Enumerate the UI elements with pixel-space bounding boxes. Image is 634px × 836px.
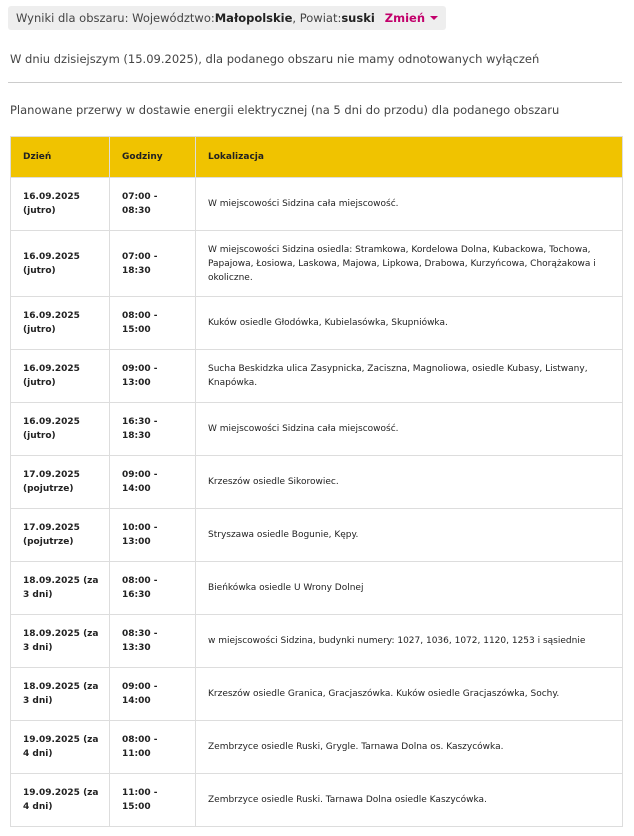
table-row [11,615,623,668]
cell-hours: 10:00 - 13:00 [110,509,196,562]
cell-hours: 08:00 - 16:30 [110,562,196,615]
area-county: suski [341,11,375,25]
day-date: 18.09.2025 (za [23,576,99,586]
cell-location: Krzeszów osiedle Sikorowiec. [196,456,623,509]
planned-message: Planowane przerwy w dostawie energii elektrycznej (na 5 dni do przodu) dla podanego obszaru [10,103,560,117]
change-area-label: Zmień [384,11,426,25]
day-relative: 3 dni) [23,590,53,600]
cell-hours: 09:00 - 14:00 [110,456,196,509]
day-date: 16.09.2025 [23,364,80,374]
cell-day [11,178,110,231]
table-row [11,774,623,827]
table-header-row [11,137,623,178]
divider [8,82,622,83]
day-date: 19.09.2025 (za [23,735,99,745]
area-prefix: Wyniki dla obszaru: Województwo: [16,11,215,25]
table-row [11,178,623,231]
area-summary [8,6,446,30]
day-relative: (pojutrze) [23,537,74,547]
day-relative: (jutro) [23,206,56,216]
cell-day [11,721,110,774]
table-row [11,403,623,456]
cell-location: W miejscowości Sidzina cała miejscowość. [196,403,623,456]
cell-location: Sucha Beskidzka ulica Zasypnicka, Zaciszna, Magnoliowa, osiedle Kubasy, Listwany, Knapówka. [196,350,623,403]
cell-day [11,403,110,456]
table-row [11,562,623,615]
day-date: 18.09.2025 (za [23,682,99,692]
table-row [11,456,623,509]
day-relative: 4 dni) [23,802,53,812]
cell-day [11,774,110,827]
today-message: W dniu dzisiejszym (15.09.2025), dla podanego obszaru nie mamy odnotowanych wyłączeń [10,52,540,66]
day-date: 17.09.2025 [23,523,80,533]
cell-hours: 08:00 - 15:00 [110,297,196,350]
cell-day [11,509,110,562]
cell-location: Krzeszów osiedle Granica, Gracjaszówka. Kuków osiedle Gracjaszówka, Sochy. [196,668,623,721]
header-location: Lokalizacja [196,137,623,178]
table-row [11,350,623,403]
table-row [11,721,623,774]
cell-day [11,668,110,721]
cell-hours: 08:00 - 11:00 [110,721,196,774]
day-relative: (jutro) [23,431,56,441]
cell-location: Stryszawa osiedle Bogunie, Kępy. [196,509,623,562]
cell-day [11,615,110,668]
day-date: 19.09.2025 (za [23,788,99,798]
cell-day [11,231,110,297]
area-separator: , Powiat: [292,11,342,25]
caret-down-icon [430,16,438,20]
table-row [11,509,623,562]
day-date: 18.09.2025 (za [23,629,99,639]
day-date: 17.09.2025 [23,470,80,480]
cell-location: W miejscowości Sidzina cała miejscowość. [196,178,623,231]
day-relative: (jutro) [23,265,56,276]
day-relative: 4 dni) [23,749,53,759]
cell-hours: 11:00 - 15:00 [110,774,196,827]
day-relative: (jutro) [23,378,56,388]
cell-location: w miejscowości Sidzina, budynki numery: 1027, 1036, 1072, 1120, 1253 i sąsiednie [196,615,623,668]
day-relative: (jutro) [23,325,56,335]
cell-hours: 09:00 - 14:00 [110,668,196,721]
change-area-button[interactable] [385,11,438,25]
cell-day [11,350,110,403]
day-relative: 3 dni) [23,696,53,706]
day-date: 16.09.2025 [23,192,80,202]
cell-location: Bieńkówka osiedle U Wrony Dolnej [196,562,623,615]
cell-day [11,562,110,615]
day-relative: (pojutrze) [23,484,74,494]
day-date: 16.09.2025 [23,251,80,262]
cell-hours: 09:00 - 13:00 [110,350,196,403]
cell-hours: 08:30 - 13:30 [110,615,196,668]
table-row [11,668,623,721]
cell-location: Zembrzyce osiedle Ruski, Grygle. Tarnawa Dolna os. Kaszycówka. [196,721,623,774]
day-date: 16.09.2025 [23,311,80,321]
cell-hours: 07:00 - 18:30 [110,231,196,297]
cell-location: Zembrzyce osiedle Ruski. Tarnawa Dolna osiedle Kaszycówka. [196,774,623,827]
cell-day [11,456,110,509]
table-row [11,231,623,297]
cell-hours: 16:30 - 18:30 [110,403,196,456]
header-hours: Godziny [110,137,196,178]
header-day: Dzień [11,137,110,178]
cell-day [11,297,110,350]
day-relative: 3 dni) [23,643,53,653]
outages-table [10,136,623,827]
cell-hours: 07:00 - 08:30 [110,178,196,231]
day-date: 16.09.2025 [23,417,80,427]
cell-location: W miejscowości Sidzina osiedla: Stramkowa, Kordelowa Dolna, Kubackowa, Tochowa, Papajowa, Łosiowa, Laskowa, Majowa, Lipkowa, Drabowa, Kurzyńcowa, Chorążakowa i okoliczne. [196,231,623,297]
cell-location: Kuków osiedle Głodówka, Kubielasówka, Skupniówka. [196,297,623,350]
table-row [11,297,623,350]
area-voivodeship: Małopolskie [214,11,293,25]
